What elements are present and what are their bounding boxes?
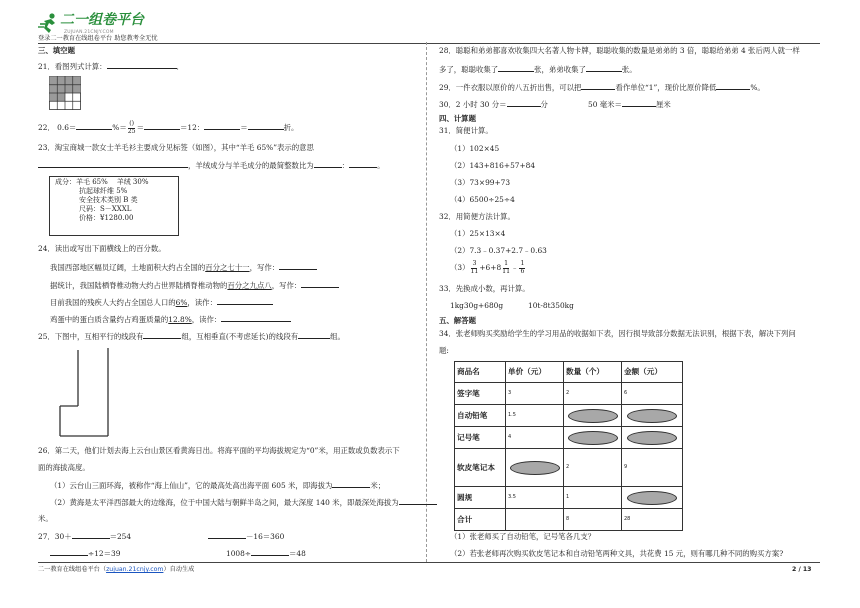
- answer-blank-27c[interactable]: [50, 548, 88, 556]
- logo-text: 二一组卷平台: [60, 12, 144, 28]
- question-26-line2: 面的海拔高度。: [38, 463, 90, 472]
- answer-blank-29b[interactable]: [716, 82, 750, 90]
- stain-oval: [568, 409, 618, 423]
- question-27-row2: ÷12＝39: [50, 548, 120, 558]
- answer-blank-24a[interactable]: [279, 262, 317, 270]
- question-24-line4: 鸡蛋中的蛋白质含量约占鸡蛋质量的12.8%，读作：: [50, 314, 291, 324]
- question-32: 32．用简便方法计算。: [439, 212, 515, 221]
- question-34-line1: 34．张老师购买奖励给学生的学习用品的收据如下表，因行损导致部分数据无法识别，根据下表，解决下列问: [439, 329, 796, 338]
- answer-blank-27b[interactable]: [208, 531, 246, 539]
- question-31-1: （1）102×45: [450, 144, 500, 153]
- header-rule: [38, 43, 820, 44]
- section-word-problems: 五、解答题: [439, 316, 476, 325]
- table-row: 自动铅笔 1.5: [455, 405, 683, 427]
- stain-oval: [568, 431, 618, 445]
- answer-blank-29a[interactable]: [581, 82, 615, 90]
- question-33-1: 1kg30g+680g: [450, 301, 504, 310]
- question-28-line2: 多了，聪聪收集了 张，弟弟收集了 张。: [439, 65, 637, 74]
- answer-blank-26a[interactable]: [332, 480, 370, 488]
- page-number: 2 / 13: [792, 566, 812, 573]
- grid-figure: [49, 76, 81, 110]
- question-23-line1: 23．淘宝商城一款女士羊毛衫主要成分见标签（如图），其中“羊毛 65%”表示的意思: [38, 143, 314, 152]
- stain-oval: [627, 431, 677, 445]
- answer-blank-23b[interactable]: [314, 160, 342, 168]
- table-row: 合计 8 28: [455, 509, 683, 531]
- table-header-row: 商品名 单价（元） 数量（个） 金额（元）: [455, 362, 683, 383]
- stain-oval: [510, 461, 560, 475]
- answer-blank-25a[interactable]: [143, 331, 181, 339]
- question-24-line2: 据统计，我国陆栖脊椎动物大约占世界陆栖脊椎动物的百分之九点八，写作：: [50, 280, 339, 290]
- question-24: 24．读出或写出下面横线上的百分数。: [38, 244, 166, 253]
- question-25: 25．下图中，互相平行的线段有 组，互相垂直(不考虑延长)的线段有 组。: [38, 332, 345, 341]
- table-row: 记号笔 4: [455, 427, 683, 449]
- footer-rule: [38, 562, 820, 563]
- answer-blank-24b[interactable]: [301, 280, 339, 288]
- answer-blank-30b[interactable]: [622, 99, 656, 107]
- footer-link[interactable]: zujuan.21cnjy.com: [106, 566, 164, 573]
- column-divider: [426, 42, 427, 562]
- table-row: 软皮笔记本 2 9: [455, 449, 683, 487]
- question-34-1: （1）张老师买了自动铅笔，记号笔各几支？: [450, 532, 596, 541]
- receipt-table: [454, 361, 683, 531]
- stain-oval: [627, 491, 677, 505]
- question-26-line4: （2）黄海是太平洋西部最大的边缘海，位于中国大陆与朝鲜半岛之间，最大深度 140 米，即最深处海拔为: [50, 497, 437, 507]
- question-23-line2: ，羊绒成分与羊毛成分的最简整数比为 ： 。: [38, 160, 384, 170]
- answer-blank-22b[interactable]: [144, 122, 180, 130]
- question-21: 21．看图列式计算： ．: [38, 62, 184, 71]
- question-32-1: （1）25×13×4: [450, 229, 506, 238]
- footer-source: 二一教育在线组卷平台（zujuan.21cnjy.com）自动生成: [38, 566, 195, 573]
- answer-blank-21[interactable]: [107, 61, 177, 69]
- answer-blank-30a[interactable]: [507, 99, 541, 107]
- header-note: 登录二一教育在线组卷平台 助您教考全无忧: [38, 35, 158, 42]
- question-31-2: （2）143+816+57+84: [450, 161, 536, 170]
- section-fill-in: 三、填空题: [38, 46, 75, 55]
- question-33: 33．先换成小数，再计算。: [439, 284, 530, 293]
- question-26-line3: （1）云台山三面环海，被称作“海上仙山”，它的最高处高出海平面 605 米，即海拔为 米；: [50, 481, 386, 490]
- answer-blank-26b[interactable]: [399, 497, 437, 505]
- question-34-2: （2）若张老师再次购买软皮笔记本和自动铅笔两种文具，共花费 15 元，则有哪几种不同的购买方案?: [450, 549, 784, 558]
- answer-blank-25b[interactable]: [298, 331, 330, 339]
- runner-logo-icon: [38, 12, 60, 34]
- question-32-2: （2）7.3﹣0.37+2.7﹣0.63: [450, 246, 547, 255]
- answer-blank-28a[interactable]: [498, 64, 534, 72]
- fraction-22: $\frac{()}{25}$: [127, 120, 136, 135]
- question-26-line5: 米。: [38, 514, 53, 523]
- question-24-line3: 目前我国的残疾人大约占全国总人口的6%，读作：: [50, 297, 273, 307]
- question-27-row2b: 1008÷ ＝48: [226, 549, 306, 558]
- question-31: 31．简便计算。: [439, 126, 493, 135]
- question-30: 30．2 小时 30 分＝ 分: [439, 100, 548, 109]
- question-22: 22． 0.6＝ %＝ $\frac{()}{25}$ ＝ ＝12： ＝ 折。: [38, 120, 299, 135]
- table-row: 圆规 3.5 1: [455, 487, 683, 509]
- question-24-line1: 我国西部地区幅员辽阔，土地面积大约占全国的百分之七十一，写作：: [50, 262, 317, 272]
- logo-subtext: ZUJUAN.21CNJY.COM: [64, 30, 114, 35]
- answer-blank-24d[interactable]: [221, 314, 291, 322]
- section-calculation: 四、计算题: [439, 114, 476, 123]
- answer-blank-22a[interactable]: [76, 122, 112, 130]
- question-28-line1: 28．聪聪和弟弟都喜欢收集四大名著人物卡牌，聪聪收集的数量是弟弟的 3 倍，聪聪给弟弟 4 张后两人就一样: [439, 46, 800, 55]
- answer-blank-23c[interactable]: [349, 160, 377, 168]
- answer-blank-23a[interactable]: [38, 160, 188, 168]
- question-31-4: （4）6500÷25÷4: [450, 195, 515, 204]
- clothing-label-box: 成分：羊毛 65% 羊绒 30% 抗起球纤维 5% 安全技术类别 B 类 尺码：S－XXXL 价格：¥1280.00: [49, 176, 179, 236]
- question-31-3: （3）73×99+73: [450, 178, 511, 187]
- answer-blank-22c[interactable]: [204, 122, 240, 130]
- question-32-3: （3） $\frac{3}{11}$ +6+8 $\frac{1}{11}$ ﹣ $\frac{1}{6}$: [450, 260, 525, 275]
- answer-blank-24c[interactable]: [217, 297, 273, 305]
- question-29: 29．一件衣服以原价的八五折出售，可以把 看作单位“1”，现价比原价降低 %。: [439, 83, 765, 92]
- answer-blank-27a[interactable]: [72, 531, 110, 539]
- line-segment-figure: [56, 346, 112, 438]
- question-27-row1b: －16＝360: [208, 531, 284, 541]
- question-26-line1: 26．第二天，他们计划去海上云台山景区看黄海日出。将海平面的平均海拔规定为“0”米，用正数或负数表示下: [38, 446, 400, 455]
- answer-blank-27d[interactable]: [251, 548, 289, 556]
- table-row: 签字笔 3 2 6: [455, 383, 683, 405]
- question-27-row1: 27．30＋ ＝254: [38, 532, 132, 541]
- answer-blank-22d[interactable]: [248, 122, 284, 130]
- question-33-2: 10t-8t350kg: [528, 301, 574, 310]
- question-30b: 50 毫米＝ 厘米: [588, 100, 671, 109]
- logo: [38, 10, 148, 36]
- question-34-line2: 题:: [439, 346, 449, 355]
- answer-blank-28b[interactable]: [586, 64, 622, 72]
- stain-oval: [627, 409, 677, 423]
